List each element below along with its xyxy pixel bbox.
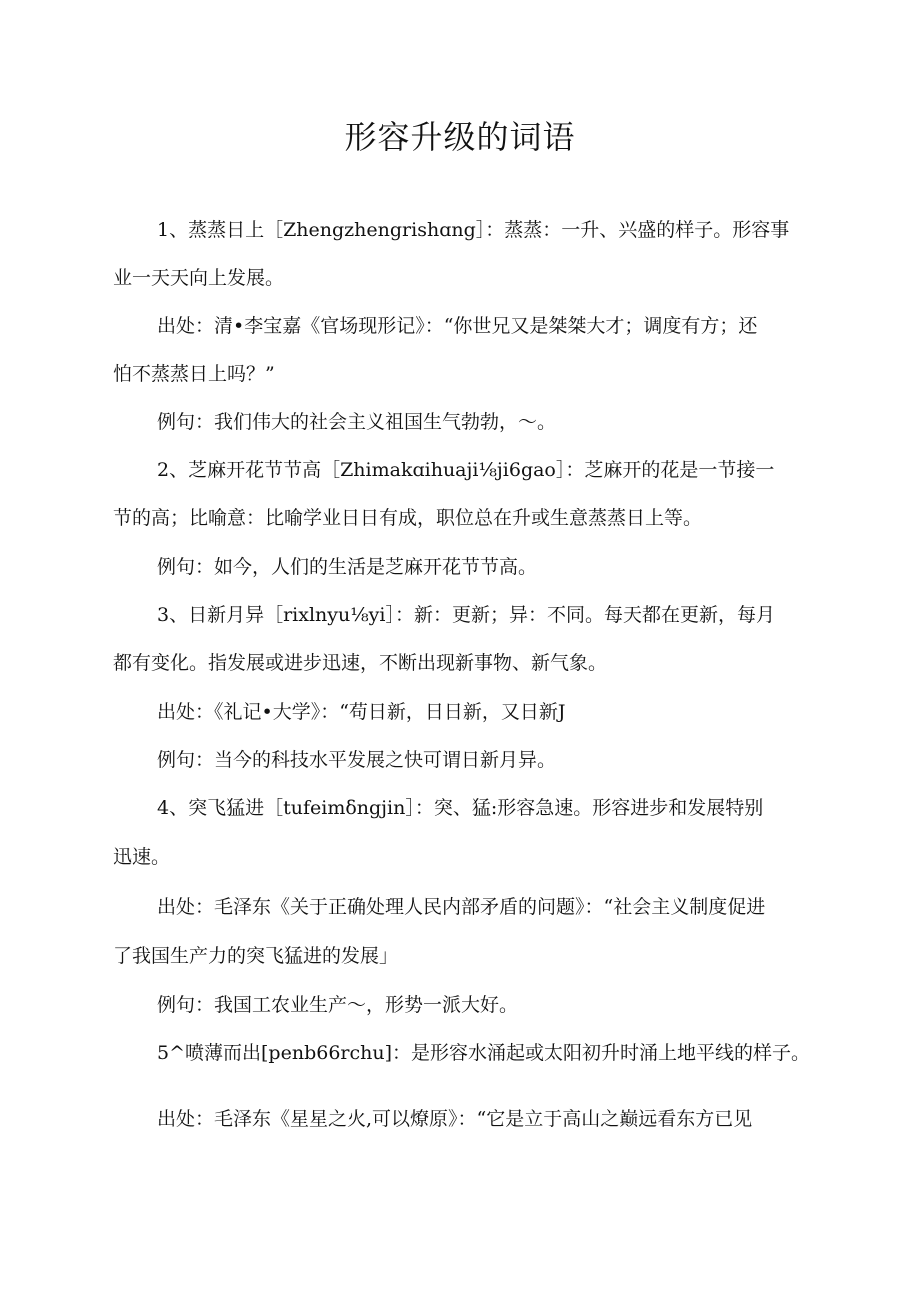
text-line: 例句：如今，人们的生活是芝麻开花节节高。 <box>157 556 538 578</box>
text-line: 2、芝麻开花节节高［Zhimakɑihuaji⅛ji6gao］：芝麻开的花是一节接一 <box>157 459 775 481</box>
text-line: 出处：《礼记•大学》：“苟日新，日日新，又日新J <box>157 701 566 723</box>
text-line: 业一天天向上发展。 <box>113 267 285 289</box>
text-line: 1、蒸蒸日上［Zhengzhengrishɑng］：蒸蒸：一升、兴盛的样子。形容事 <box>157 219 790 241</box>
text-line: 出处：清•李宝嘉《官场现形记》：“你世兄又是桀桀大才；调度有方；还 <box>157 315 758 337</box>
text-line: 迅速。 <box>113 846 171 868</box>
text-line: 怕不蒸蒸日上吗？” <box>113 363 275 385</box>
page-title: 形容升级的词语 <box>344 118 576 156</box>
text-line: 5^喷薄而出[penb66rchu]：是形容水涌起或太阳初升时涌上地平线的样子。 <box>157 1042 811 1064</box>
text-line: 例句：当今的科技水平发展之快可谓日新月异。 <box>157 749 557 771</box>
text-line: 3、日新月异［rixlnyu⅛yi］：新：更新；异：不同。每天都在更新，每月 <box>157 604 775 626</box>
text-line: 例句：我国工农业生产～，形势一派大好。 <box>157 994 519 1016</box>
text-line: 了我国生产力的突飞猛进的发展」 <box>113 945 399 967</box>
text-line: 都有变化。指发展或进步迅速，不断出现新事物、新气象。 <box>113 652 608 674</box>
text-line: 出处：毛泽东《关于正确处理人民内部矛盾的问题》：“社会主义制度促进 <box>157 896 766 918</box>
text-line: 节的高；比喻意：比喻学业日日有成，职位总在升或生意蒸蒸日上等。 <box>113 507 703 529</box>
text-line: 出处：毛泽东《星星之火,可以燎原》：“它是立于高山之巅远看东方已见 <box>157 1108 753 1130</box>
text-line: 例句：我们伟大的社会主义祖国生气勃勃，～。 <box>157 411 557 433</box>
text-line: 4、突飞猛进［tufeimδngjin］：突、猛:形容急速。形容进步和发展特别 <box>157 797 764 819</box>
